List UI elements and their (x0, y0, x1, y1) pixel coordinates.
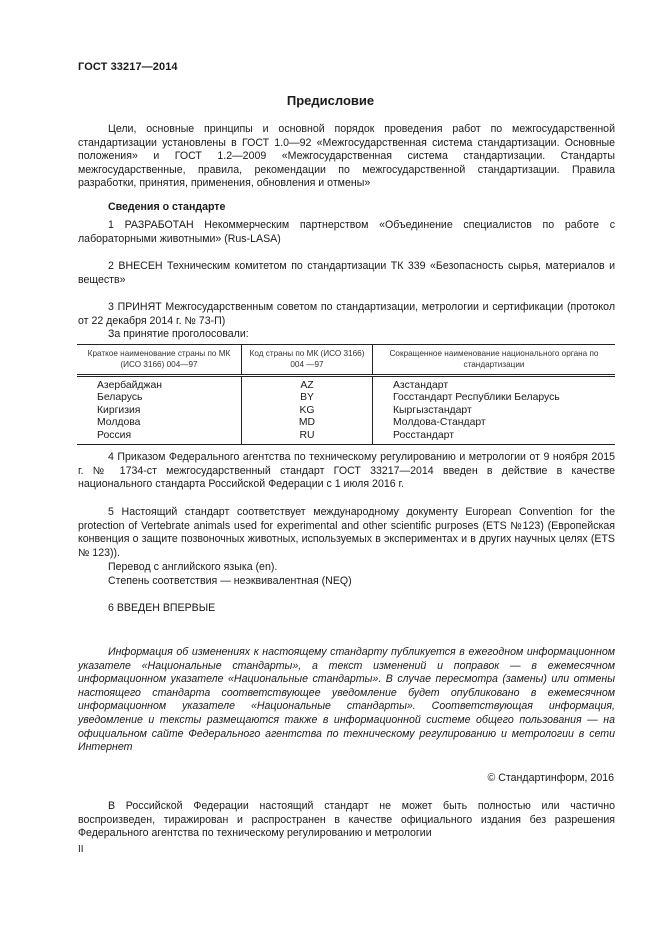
table-row (77, 392, 615, 404)
column-header-country: Краткое наименование страны по МК (ИСО 3166) 004—97 (77, 345, 242, 376)
item-4-order: 4 Приказом Федерального агентства по техническому регулированию и метрологии от 9 ноября 2015 г. № 1734-ст межгосударственный стандарт ГОСТ 33217—2014 введен в действие в качестве национального стандарта Российской Федерации с 1 июля 2016 г. (78, 451, 615, 491)
intro-paragraph: Цели, основные принципы и основной порядок проведения работ по межгосударственной стандартизации установлены в ГОСТ 1.0—92 «Межгосударственная система стандартизации. Основные положения» и ГОСТ 1.2—2009 «Межгосударственная система стандартизации. Стандарты межгосударственные, правила, рекомендации по межгосударственной стандартизации. Правила разработки, принятия, применения, обновления и отмены» (78, 123, 615, 190)
page-number: II (78, 844, 84, 855)
body-cell: Азстандарт (373, 376, 616, 393)
table-header-row (77, 345, 615, 376)
voting-table (77, 344, 615, 445)
item-2-introduced: 2 ВНЕСЕН Техническим комитетом по стандартизации ТК 339 «Безопасность сырья, материалов и веществ» (78, 260, 615, 286)
table-row (77, 405, 615, 417)
code-cell: KG (242, 405, 373, 417)
body-cell: Молдова-Стандарт (373, 417, 616, 429)
country-cell: Беларусь (97, 392, 143, 404)
item-3-adopted: 3 ПРИНЯТ Межгосударственным советом по стандартизации, метрологии и сертификации (протокол от 22 декабря 2014 г. № 73-П) (78, 301, 615, 327)
column-header-code: Код страны по МК (ИСО 3166) 004 —97 (242, 345, 373, 376)
copyright-line: © Стандартинформ, 2016 (487, 772, 614, 784)
document-code: ГОСТ 33217—2014 (78, 61, 178, 73)
translation-note: Перевод с английского языка (en). (108, 561, 278, 573)
country-cell: Азербайджан (97, 380, 162, 391)
table-row (77, 376, 615, 393)
page-title: Предисловие (286, 93, 375, 108)
code-cell: AZ (242, 376, 373, 393)
table-row (77, 417, 615, 429)
code-cell: RU (242, 430, 373, 445)
item-5-correspondence: 5 Настоящий стандарт соответствует международному документу European Convention for the protection of Vertebrate animals used for experimental and other scientific purposes (ETS №123) (Европейская конвенция о защите позвоночных животных, используемых в экспериментах и в других научных целях (ETS № 123)). (78, 506, 615, 559)
column-header-body: Сокращенное наименование национального органа по стандартизации (373, 345, 616, 376)
country-cell: Молдова (97, 417, 141, 429)
body-cell: Росстандарт (373, 430, 616, 445)
rights-notice: В Российской Федерации настоящий стандарт не может быть полностью или частично воспроизведен, тиражирован и распространен в качестве официального издания без разрешения Федерального агентства по техническому регулированию и метрологии (78, 800, 615, 840)
section-title: Сведения о стандарте (108, 201, 226, 213)
degree-note: Степень соответствия — неэквивалентная (NEQ) (108, 575, 352, 587)
country-cell: Россия (77, 430, 242, 445)
country-cell: Киргизия (97, 404, 141, 416)
item-1-developed: 1 РАЗРАБОТАН Некоммерческим партнерством «Объединение специалистов по работе с лабораторными животными» (Rus-LASA) (78, 219, 615, 245)
changes-notice: Информация об изменениях к настоящему стандарту публикуется в ежегодном информационном указателе «Национальные стандарты», а текст изменений и поправок — в ежемесячном информационном указателе «Национальные стандарты». В случае пересмотра (замены) или отмены настоящего стандарта соответствующее уведомление будет опубликовано в ежемесячном информационном указателе «Национальные стандарты». Соответствующая информация, уведомление и тексты размещаются также в информационной системе общего пользования — на официальном сайте Федерального агентства по техническому регулированию и метрологии в сети Интернет (78, 646, 615, 754)
code-cell: MD (242, 417, 373, 429)
item-6-first-introduced: 6 ВВЕДЕН ВПЕРВЫЕ (108, 602, 216, 614)
voted-label: За принятие проголосовали: (108, 328, 249, 340)
code-cell: BY (242, 392, 373, 404)
table-row (77, 430, 615, 445)
body-cell: Кыргызстандарт (373, 405, 616, 417)
body-cell: Госстандарт Республики Беларусь (373, 392, 616, 404)
